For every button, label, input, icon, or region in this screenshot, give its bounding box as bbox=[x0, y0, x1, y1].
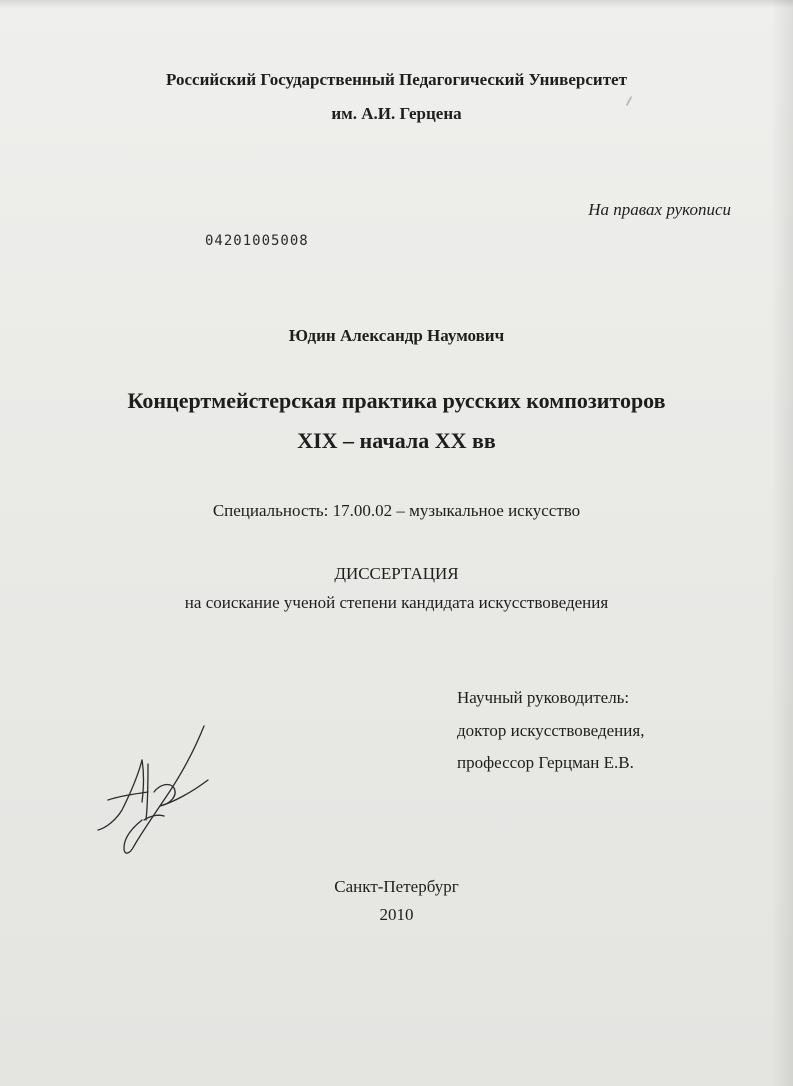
archive-number: 04201005008 bbox=[205, 233, 309, 249]
supervisor-degree: доктор искусствоведения, bbox=[457, 721, 645, 740]
year: 2010 bbox=[379, 905, 414, 924]
document-type: ДИССЕРТАЦИЯ bbox=[334, 564, 459, 583]
university-heading: Российский Государственный Педагогический Университет bbox=[166, 70, 627, 89]
signature-icon bbox=[84, 720, 224, 860]
university-name: им. А.И. Герцена bbox=[331, 104, 462, 123]
author-name: Юдин Александр Наумович bbox=[288, 326, 505, 345]
supervisor-label: Научный руководитель: bbox=[457, 688, 630, 707]
dissertation-title-line-1: Концертмейстерская практика русских композиторов bbox=[127, 388, 666, 413]
dissertation-title-line-2: XIX – начала XX вв bbox=[297, 428, 496, 453]
city: Санкт-Петербург bbox=[334, 877, 459, 896]
supervisor-name: профессор Герцман Е.В. bbox=[457, 753, 634, 772]
rights-note: На правах рукописи bbox=[588, 200, 731, 219]
scan-edge-top bbox=[0, 0, 793, 8]
degree-description: на соискание ученой степени кандидата искусствоведения bbox=[184, 593, 609, 612]
specialty: Специальность: 17.00.02 – музыкальное искусство bbox=[212, 501, 581, 520]
